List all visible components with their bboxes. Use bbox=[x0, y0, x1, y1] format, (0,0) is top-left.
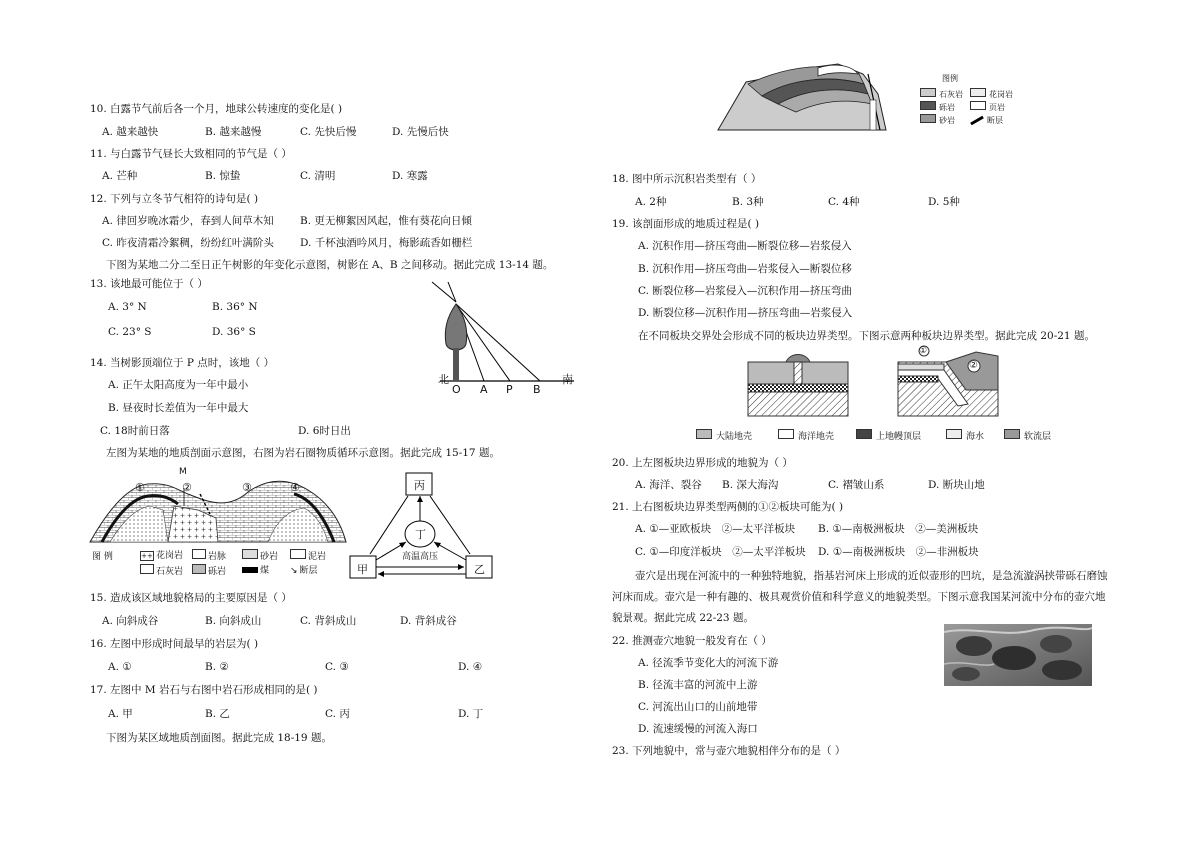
q18-option-a: A. 2种 bbox=[635, 196, 667, 208]
section-legend-granite: 花岗岩 bbox=[970, 88, 1013, 102]
q21-option-a: A. ①—亚欧板块 ②—太平洋板块 bbox=[635, 523, 796, 535]
geologic-profile-figure bbox=[88, 470, 348, 545]
q18-stem: 18. 图中所示沉积岩类型有（ ） bbox=[612, 173, 762, 185]
q17-option-c: C. 丙 bbox=[325, 708, 350, 720]
geo-label-m: M bbox=[179, 467, 187, 477]
section-legend-shale: 页岩 bbox=[970, 101, 1005, 115]
q13-option-d: D. 36° S bbox=[212, 326, 256, 338]
q19-stem: 19. 该剖面形成的地质过程是( ) bbox=[612, 218, 760, 230]
legend-fault: ↘ 断层 bbox=[290, 566, 318, 576]
tree-point-p: P bbox=[506, 383, 513, 396]
q18-option-b: B. 3种 bbox=[732, 196, 764, 208]
intro-20-21: 在不同板块交界处会形成不同的板块边界类型。下图示意两种板块边界类型。据此完成 20-21 题。 bbox=[638, 330, 1095, 342]
q18-option-d: D. 5种 bbox=[928, 196, 960, 208]
q14-option-b: B. 昼夜时长差值为一年中最大 bbox=[108, 402, 249, 414]
q16-option-a: A. ① bbox=[108, 661, 132, 673]
q10-option-a: A. 越来越快 bbox=[102, 126, 159, 138]
intro-22-line3: 貌景观。据此完成 22-23 题。 bbox=[612, 612, 754, 624]
intro-13-14: 下图为某地二分二至日正午树影的年变化示意图，树影在 A、B 之间移动。据此完成 13-14 题。 bbox=[106, 259, 554, 271]
q12-option-b: B. 更无柳絮因风起，惟有葵花向日倾 bbox=[300, 215, 472, 227]
q10-option-d: D. 先慢后快 bbox=[392, 126, 449, 138]
plate-legend-seawater: 海水 bbox=[946, 429, 984, 444]
q20-stem: 20. 上左图板块边界形成的地貌为（ ） bbox=[612, 457, 793, 469]
section-legend-fault: 断层 bbox=[970, 114, 1003, 128]
q15-option-b: B. 向斜成山 bbox=[205, 615, 262, 627]
plate-label-1: ① bbox=[919, 346, 928, 356]
q10-stem: 10. 白露节气前后各一个月，地球公转速度的变化是( ) bbox=[90, 103, 343, 115]
q13-option-c: C. 23° S bbox=[108, 326, 152, 338]
q15-option-c: C. 背斜成山 bbox=[300, 615, 357, 627]
q10-option-c: C. 先快后慢 bbox=[300, 126, 357, 138]
tree-point-b: B bbox=[533, 383, 541, 396]
geo-label-3: ③ bbox=[242, 481, 252, 494]
q20-option-a: A. 海洋、裂谷 bbox=[635, 479, 702, 491]
legend-mudstone: 泥岩 bbox=[290, 549, 326, 564]
legend-limestone: 石灰岩 bbox=[140, 564, 183, 579]
plate-legend-continental-crust: 大陆地壳 bbox=[696, 429, 752, 444]
section-legend-sandstone: 砂岩 bbox=[920, 114, 955, 128]
q11-option-a: A. 芒种 bbox=[102, 170, 138, 182]
q11-option-b: B. 惊蛰 bbox=[205, 170, 241, 182]
q10-option-b: B. 越来越慢 bbox=[205, 126, 262, 138]
q22-stem: 22. 推测壶穴地貌一般发育在（ ） bbox=[612, 635, 772, 647]
cycle-label-high-temp-pressure: 高温高压 bbox=[402, 552, 439, 562]
q22-option-c: C. 河流出山口的山前地带 bbox=[638, 701, 758, 713]
geo-legend-title: 图 例 bbox=[92, 552, 113, 562]
cycle-box-jia: 甲 bbox=[357, 563, 368, 576]
q22-option-a: A. 径流季节变化大的河流下游 bbox=[638, 657, 779, 669]
q19-option-b: B. 沉积作用—挤压弯曲—岩浆侵入—断裂位移 bbox=[638, 263, 852, 275]
tree-shadow-figure bbox=[432, 282, 582, 392]
q19-option-d: D. 断裂位移—沉积作用—挤压弯曲—岩浆侵入 bbox=[638, 307, 853, 319]
q11-option-c: C. 清明 bbox=[300, 170, 336, 182]
intro-22-line2: 河床而成。壶穴是一种有趣的、极具观赏价值和科学意义的地貌类型。下图示意我国某河流中分布的壶穴地 bbox=[612, 591, 1106, 603]
q14-option-c: C. 18时前日落 bbox=[100, 425, 170, 437]
tree-point-a: A bbox=[480, 383, 488, 396]
q13-option-a: A. 3° N bbox=[108, 301, 147, 313]
q21-option-d: D. ①—南极洲板块 ②—非洲板块 bbox=[818, 546, 979, 558]
cycle-box-yi: 乙 bbox=[474, 563, 485, 576]
plate-legend-oceanic-crust: 海洋地壳 bbox=[778, 429, 834, 444]
q17-option-b: B. 乙 bbox=[205, 708, 230, 720]
tree-point-o: O bbox=[452, 383, 461, 396]
section-legend-conglomerate: 砾岩 bbox=[920, 101, 955, 115]
q15-option-a: A. 向斜成谷 bbox=[102, 615, 159, 627]
q15-stem: 15. 造成该区域地貌格局的主要原因是（ ） bbox=[90, 592, 292, 604]
q15-option-d: D. 背斜成谷 bbox=[400, 615, 457, 627]
q13-option-b: B. 36° N bbox=[212, 301, 258, 313]
q13-stem: 13. 该地最可能位于（ ） bbox=[90, 278, 208, 290]
legend-conglomerate: 砾岩 bbox=[192, 564, 226, 579]
plate-legend-upper-mantle: 上地幔顶层 bbox=[856, 429, 921, 444]
q21-stem: 21. 上右图板块边界类型两侧的①②板块可能为( ) bbox=[612, 501, 844, 513]
section-legend-limestone: 石灰岩 bbox=[920, 88, 963, 102]
q17-option-a: A. 甲 bbox=[108, 708, 133, 720]
intro-15-17: 左图为某地的地质剖面示意图，右图为岩石圈物质循环示意图。据此完成 15-17 题。 bbox=[106, 447, 500, 459]
legend-dike: 岩脉 bbox=[192, 549, 226, 564]
q22-option-d: D. 流速缓慢的河流入海口 bbox=[638, 723, 758, 735]
intro-22-line1: 壶穴是出现在河流中的一种独特地貌，指基岩河床上形成的近似壶形的凹坑，是急流漩涡挟带砾石磨蚀 bbox=[635, 570, 1108, 582]
geo-label-2: ② bbox=[182, 481, 192, 494]
legend-granite: ++ 花岗岩 bbox=[141, 551, 184, 561]
q12-option-c: C. 昨夜清霜冷絮稠，纷纷红叶满阶头 bbox=[102, 237, 274, 249]
q22-option-b: B. 径流丰富的河流中上游 bbox=[638, 679, 758, 691]
q16-option-c: C. ③ bbox=[325, 661, 349, 673]
q11-option-d: D. 寒露 bbox=[392, 170, 428, 182]
q14-option-a: A. 正午太阳高度为一年中最小 bbox=[108, 379, 249, 391]
q21-option-b: B. ①—南极洲板块 ②—美洲板块 bbox=[818, 523, 979, 535]
q21-option-c: C. ①—印度洋板块 ②—太平洋板块 bbox=[635, 546, 806, 558]
q17-stem: 17. 左图中 M 岩石与右图中岩石形成相同的是( ) bbox=[90, 684, 318, 696]
plate-legend-asthenosphere: 软流层 bbox=[1004, 429, 1051, 444]
q16-stem: 16. 左图中形成时间最早的岩层为( ) bbox=[90, 638, 259, 650]
q16-option-d: D. ④ bbox=[458, 661, 483, 673]
q12-option-a: A. 律回岁晚冰霜少，春到人间草木知 bbox=[102, 215, 274, 227]
geo-label-1: ① bbox=[135, 481, 145, 494]
legend-sandstone: 砂岩 bbox=[242, 549, 278, 564]
cycle-ellipse-ding: 丁 bbox=[415, 528, 426, 541]
q20-option-c: C. 褶皱山系 bbox=[828, 479, 885, 491]
section-legend-title: 图例 bbox=[942, 74, 958, 83]
q12-option-d: D. 千杯浊酒吟风月，梅影疏香如栅栏 bbox=[300, 237, 473, 249]
q19-option-c: C. 断裂位移—岩浆侵入—沉积作用—挤压弯曲 bbox=[638, 285, 852, 297]
q14-stem: 14. 当树影顶端位于 P 点时，该地（ ） bbox=[90, 357, 275, 369]
legend-coal: 煤 bbox=[242, 564, 269, 578]
pothole-photo bbox=[944, 624, 1092, 686]
plate-label-2: ② bbox=[969, 360, 978, 371]
q20-option-b: B. 深大海沟 bbox=[722, 479, 779, 491]
q12-stem: 12. 下列与立冬节气相符的诗句是( ) bbox=[90, 193, 259, 205]
q14-option-d: D. 6时日出 bbox=[298, 425, 351, 437]
q19-option-a: A. 沉积作用—挤压弯曲—断裂位移—岩浆侵入 bbox=[638, 240, 852, 252]
intro-18-19: 下图为某区域地质剖面图。据此完成 18-19 题。 bbox=[106, 732, 332, 744]
plate-boundary-figure bbox=[746, 346, 1006, 418]
geo-label-4: ④ bbox=[290, 481, 300, 494]
q17-option-d: D. 丁 bbox=[458, 708, 484, 720]
q20-option-d: D. 断块山地 bbox=[928, 479, 985, 491]
tree-south-label: 南 bbox=[562, 373, 573, 386]
cycle-box-bing: 丙 bbox=[414, 479, 425, 492]
geologic-section-figure bbox=[718, 60, 898, 132]
tree-north-label: 北 bbox=[438, 373, 449, 386]
q16-option-b: B. ② bbox=[205, 661, 229, 673]
q18-option-c: C. 4种 bbox=[828, 196, 860, 208]
q11-stem: 11. 与白露节气昼长大致相同的节气是（ ） bbox=[90, 148, 292, 160]
q23-stem: 23. 下列地貌中，常与壶穴地貌相伴分布的是（ ） bbox=[612, 745, 846, 757]
